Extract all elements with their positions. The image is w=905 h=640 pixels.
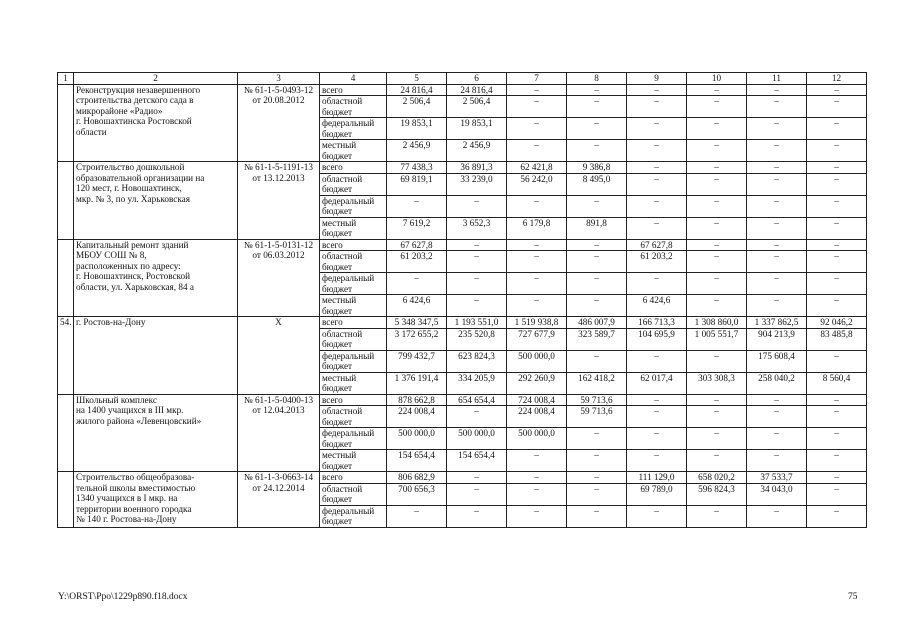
table-row (58, 162, 867, 174)
amount-cell: 323 589,7 (567, 328, 627, 350)
table-row (58, 84, 867, 96)
amount-cell: 111 129,0 (627, 472, 687, 484)
amount-cell: 24 816,4 (387, 84, 447, 96)
amount-cell: – (687, 84, 747, 96)
amount-cell: 56 242,0 (507, 173, 567, 195)
amount-cell: 1 005 551,7 (687, 328, 747, 350)
expert-conclusion: X (238, 317, 320, 395)
amount-cell: – (507, 140, 567, 162)
amount-cell: 700 656,3 (387, 483, 447, 505)
table-row (58, 317, 867, 329)
amount-cell: 2 506,4 (387, 96, 447, 118)
column-number-cell: 10 (687, 73, 747, 85)
funding-source: областной бюджет (320, 173, 387, 195)
amount-cell: – (567, 273, 627, 295)
amount-cell: – (747, 295, 807, 317)
amount-cell: 62 017,4 (627, 372, 687, 394)
amount-cell: – (627, 350, 687, 372)
amount-cell: 1 308 860,0 (687, 317, 747, 329)
amount-cell: – (807, 428, 867, 450)
amount-cell: – (507, 118, 567, 140)
funding-source: федеральный бюджет (320, 350, 387, 372)
amount-cell: – (747, 118, 807, 140)
funding-source: федеральный бюджет (320, 118, 387, 140)
amount-cell: – (807, 162, 867, 174)
amount-cell: 806 682,9 (387, 472, 447, 484)
amount-cell: – (447, 483, 507, 505)
expert-conclusion: № 61-1-5-0400-13 от 12.04.2013 (238, 394, 320, 472)
amount-cell: 3 172 655,2 (387, 328, 447, 350)
amount-cell: – (687, 173, 747, 195)
object-name: Строительство дошкольной образовательной организации на 120 мест, г. Новошахтинск, мкр. № 3, по ул. Харьковская (74, 162, 238, 240)
amount-cell: – (807, 505, 867, 527)
amount-cell: – (807, 406, 867, 428)
column-number-cell: 6 (447, 73, 507, 85)
amount-cell: 334 205,9 (447, 372, 507, 394)
expert-conclusion: № 61-1-5-1191-13 от 13.12.2013 (238, 162, 320, 240)
amount-cell: – (447, 295, 507, 317)
amount-cell: 33 239,0 (447, 173, 507, 195)
amount-cell: – (687, 251, 747, 273)
amount-cell: – (807, 350, 867, 372)
amount-cell: 658 020,2 (687, 472, 747, 484)
amount-cell: – (507, 505, 567, 527)
amount-cell: – (807, 96, 867, 118)
amount-cell: – (807, 173, 867, 195)
amount-cell: 34 043,0 (747, 483, 807, 505)
amount-cell: – (687, 350, 747, 372)
funding-source: областной бюджет (320, 406, 387, 428)
funding-source: федеральный бюджет (320, 428, 387, 450)
amount-cell: – (687, 428, 747, 450)
amount-cell: – (627, 394, 687, 406)
column-number-cell: 1 (58, 73, 74, 85)
amount-cell: – (627, 217, 687, 239)
object-name: Капитальный ремонт зданий МБОУ СОШ № 8, расположенных по адресу: г. Новошахтинск, Ростовской области, ул. Харьковская, 84 а (74, 239, 238, 317)
amount-cell: 878 662,8 (387, 394, 447, 406)
amount-cell: 154 654,4 (387, 450, 447, 472)
amount-cell: 6 424,6 (627, 295, 687, 317)
amount-cell: – (627, 96, 687, 118)
amount-cell: 19 853,1 (387, 118, 447, 140)
amount-cell: 799 432,7 (387, 350, 447, 372)
amount-cell: – (687, 162, 747, 174)
amount-cell: 891,8 (567, 217, 627, 239)
amount-cell: – (507, 472, 567, 484)
amount-cell: – (627, 428, 687, 450)
amount-cell: – (747, 450, 807, 472)
amount-cell: – (567, 239, 627, 251)
amount-cell: 292 260,9 (507, 372, 567, 394)
amount-cell: – (687, 96, 747, 118)
amount-cell: 104 695,9 (627, 328, 687, 350)
amount-cell: – (747, 239, 807, 251)
amount-cell: – (627, 84, 687, 96)
amount-cell: 623 824,3 (447, 350, 507, 372)
amount-cell: – (507, 295, 567, 317)
amount-cell: – (447, 472, 507, 484)
amount-cell: 69 789,0 (627, 483, 687, 505)
amount-cell: – (807, 450, 867, 472)
amount-cell: – (447, 406, 507, 428)
item-number (58, 84, 74, 162)
amount-cell: – (567, 118, 627, 140)
amount-cell: – (507, 195, 567, 217)
amount-cell: – (627, 273, 687, 295)
amount-cell: 596 824,3 (687, 483, 747, 505)
item-number (58, 394, 74, 472)
amount-cell: – (567, 295, 627, 317)
amount-cell: 500 000,0 (507, 428, 567, 450)
amount-cell: – (567, 96, 627, 118)
amount-cell: – (507, 96, 567, 118)
amount-cell: 59 713,6 (567, 394, 627, 406)
amount-cell: – (627, 505, 687, 527)
amount-cell: – (807, 217, 867, 239)
amount-cell: 8 560,4 (807, 372, 867, 394)
amount-cell: – (807, 195, 867, 217)
amount-cell: – (507, 84, 567, 96)
amount-cell: 67 627,8 (387, 239, 447, 251)
amount-cell: 5 348 347,5 (387, 317, 447, 329)
amount-cell: 1 376 191,4 (387, 372, 447, 394)
expert-conclusion: № 61-1-5-0493-12 от 20.08.2012 (238, 84, 320, 162)
amount-cell: 166 713,3 (627, 317, 687, 329)
object-name: Строительство общеобразова- тельной школы вместимостью 1340 учащихся в I мкр. на территории военного городка № 140 г. Ростова-на-Дону (74, 472, 238, 528)
funding-source: федеральный бюджет (320, 195, 387, 217)
item-number (58, 472, 74, 528)
column-number-cell: 4 (320, 73, 387, 85)
amount-cell: 2 456,9 (447, 140, 507, 162)
amount-cell: 3 652,3 (447, 217, 507, 239)
amount-cell: 303 308,3 (687, 372, 747, 394)
amount-cell: – (567, 84, 627, 96)
amount-cell: 1 193 551,0 (447, 317, 507, 329)
amount-cell: – (567, 505, 627, 527)
amount-cell: 500 000,0 (507, 350, 567, 372)
amount-cell: – (747, 217, 807, 239)
amount-cell: – (627, 118, 687, 140)
amount-cell: – (447, 251, 507, 273)
amount-cell: – (507, 450, 567, 472)
amount-cell: 224 008,4 (387, 406, 447, 428)
amount-cell: – (387, 505, 447, 527)
table-body (58, 73, 867, 528)
funding-source: федеральный бюджет (320, 273, 387, 295)
funding-source: местный бюджет (320, 217, 387, 239)
amount-cell: – (747, 195, 807, 217)
amount-cell: – (387, 273, 447, 295)
object-name: г. Ростов-на-Дону (74, 317, 238, 395)
amount-cell: 486 007,9 (567, 317, 627, 329)
amount-cell: – (747, 251, 807, 273)
amount-cell: 6 424,6 (387, 295, 447, 317)
column-number-cell: 9 (627, 73, 687, 85)
amount-cell: – (807, 483, 867, 505)
amount-cell: – (807, 394, 867, 406)
column-number-cell: 7 (507, 73, 567, 85)
funding-source: всего (320, 84, 387, 96)
amount-cell: 37 533,7 (747, 472, 807, 484)
funding-source: федеральный бюджет (320, 505, 387, 527)
amount-cell: – (807, 118, 867, 140)
funding-source: всего (320, 394, 387, 406)
expert-conclusion: № 61-1-5-0131-12 от 06.03.2012 (238, 239, 320, 317)
amount-cell: 9 386,8 (567, 162, 627, 174)
amount-cell: – (687, 195, 747, 217)
amount-cell: – (747, 84, 807, 96)
amount-cell: – (627, 173, 687, 195)
amount-cell: 162 418,2 (567, 372, 627, 394)
amount-cell: – (567, 428, 627, 450)
amount-cell: – (447, 195, 507, 217)
object-name: Реконструкция незавершенного строительства детского сада в микрорайоне «Радио» г. Новошахтинска Ростовской области (74, 84, 238, 162)
funding-source: областной бюджет (320, 483, 387, 505)
table-row (58, 472, 867, 484)
amount-cell: – (807, 239, 867, 251)
amount-cell: 175 608,4 (747, 350, 807, 372)
amount-cell: – (807, 295, 867, 317)
amount-cell: – (687, 118, 747, 140)
funding-source: всего (320, 239, 387, 251)
amount-cell: – (447, 273, 507, 295)
amount-cell: 61 203,2 (387, 251, 447, 273)
amount-cell: – (747, 428, 807, 450)
funding-source: всего (320, 472, 387, 484)
funding-source: местный бюджет (320, 372, 387, 394)
amount-cell: – (807, 472, 867, 484)
funding-source: местный бюджет (320, 140, 387, 162)
column-number-cell: 2 (74, 73, 238, 85)
amount-cell: 8 495,0 (567, 173, 627, 195)
amount-cell: – (567, 472, 627, 484)
expert-conclusion: № 61-1-3-0663-14 от 24.12.2014 (238, 472, 320, 528)
funding-source: всего (320, 162, 387, 174)
page-number: 75 (848, 592, 858, 602)
amount-cell: – (747, 162, 807, 174)
amount-cell: 724 008,4 (507, 394, 567, 406)
funding-source: областной бюджет (320, 96, 387, 118)
amount-cell: – (747, 173, 807, 195)
amount-cell: – (627, 140, 687, 162)
amount-cell: 235 520,8 (447, 328, 507, 350)
column-number-row (58, 73, 867, 85)
amount-cell: – (507, 273, 567, 295)
object-name: Школьный комплекс на 1400 учащихся в III мкр. жилого района «Левенцовский» (74, 394, 238, 472)
amount-cell: 500 000,0 (387, 428, 447, 450)
table-row (58, 394, 867, 406)
amount-cell: 36 891,3 (447, 162, 507, 174)
amount-cell: 77 438,3 (387, 162, 447, 174)
amount-cell: – (807, 273, 867, 295)
amount-cell: – (687, 394, 747, 406)
amount-cell: 19 853,1 (447, 118, 507, 140)
amount-cell: – (567, 195, 627, 217)
amount-cell: 67 627,8 (627, 239, 687, 251)
item-number (58, 239, 74, 317)
amount-cell: – (627, 195, 687, 217)
amount-cell: – (747, 140, 807, 162)
amount-cell: – (687, 140, 747, 162)
amount-cell: 1 519 938,8 (507, 317, 567, 329)
amount-cell: 62 421,8 (507, 162, 567, 174)
amount-cell: 654 654,4 (447, 394, 507, 406)
amount-cell: – (747, 394, 807, 406)
amount-cell: 2 506,4 (447, 96, 507, 118)
column-number-cell: 3 (238, 73, 320, 85)
amount-cell: 224 008,4 (507, 406, 567, 428)
amount-cell: 904 213,9 (747, 328, 807, 350)
table-row (58, 239, 867, 251)
amount-cell: – (627, 162, 687, 174)
column-number-cell: 11 (747, 73, 807, 85)
amount-cell: 7 619,2 (387, 217, 447, 239)
amount-cell: – (567, 450, 627, 472)
amount-cell: – (507, 239, 567, 251)
column-number-cell: 8 (567, 73, 627, 85)
amount-cell: 69 819,1 (387, 173, 447, 195)
funding-source: областной бюджет (320, 328, 387, 350)
amount-cell: 6 179,8 (507, 217, 567, 239)
amount-cell: – (687, 450, 747, 472)
funding-source: всего (320, 317, 387, 329)
amount-cell: – (807, 251, 867, 273)
amount-cell: – (747, 273, 807, 295)
column-number-cell: 5 (387, 73, 447, 85)
file-path: Y:\ORST\Ppo\1229p890.f18.docx (58, 592, 188, 602)
amount-cell: – (687, 217, 747, 239)
amount-cell: – (747, 406, 807, 428)
funding-source: областной бюджет (320, 251, 387, 273)
amount-cell: – (627, 450, 687, 472)
amount-cell: 154 654,4 (447, 450, 507, 472)
amount-cell: – (627, 406, 687, 428)
amount-cell: 258 040,2 (747, 372, 807, 394)
amount-cell: 2 456,9 (387, 140, 447, 162)
amount-cell: – (687, 406, 747, 428)
amount-cell: – (567, 140, 627, 162)
amount-cell: – (807, 140, 867, 162)
amount-cell: – (687, 273, 747, 295)
amount-cell: – (747, 96, 807, 118)
funding-source: местный бюджет (320, 295, 387, 317)
amount-cell: – (567, 251, 627, 273)
amount-cell: – (567, 350, 627, 372)
funding-source: местный бюджет (320, 450, 387, 472)
amount-cell: 61 203,2 (627, 251, 687, 273)
item-number (58, 162, 74, 240)
amount-cell: 1 337 862,5 (747, 317, 807, 329)
amount-cell: – (447, 239, 507, 251)
amount-cell: – (447, 505, 507, 527)
amount-cell: – (807, 84, 867, 96)
amount-cell: – (507, 483, 567, 505)
amount-cell: 727 677,9 (507, 328, 567, 350)
amount-cell: 500 000,0 (447, 428, 507, 450)
amount-cell: 83 485,8 (807, 328, 867, 350)
amount-cell: – (747, 505, 807, 527)
item-number: 54. (58, 317, 74, 395)
amount-cell: – (387, 195, 447, 217)
amount-cell: 59 713,6 (567, 406, 627, 428)
amount-cell: – (687, 239, 747, 251)
amount-cell: – (567, 483, 627, 505)
amount-cell: – (687, 295, 747, 317)
amount-cell: 24 816,4 (447, 84, 507, 96)
budget-table (57, 72, 867, 528)
column-number-cell: 12 (807, 73, 867, 85)
amount-cell: – (507, 251, 567, 273)
amount-cell: – (687, 505, 747, 527)
amount-cell: 92 046,2 (807, 317, 867, 329)
